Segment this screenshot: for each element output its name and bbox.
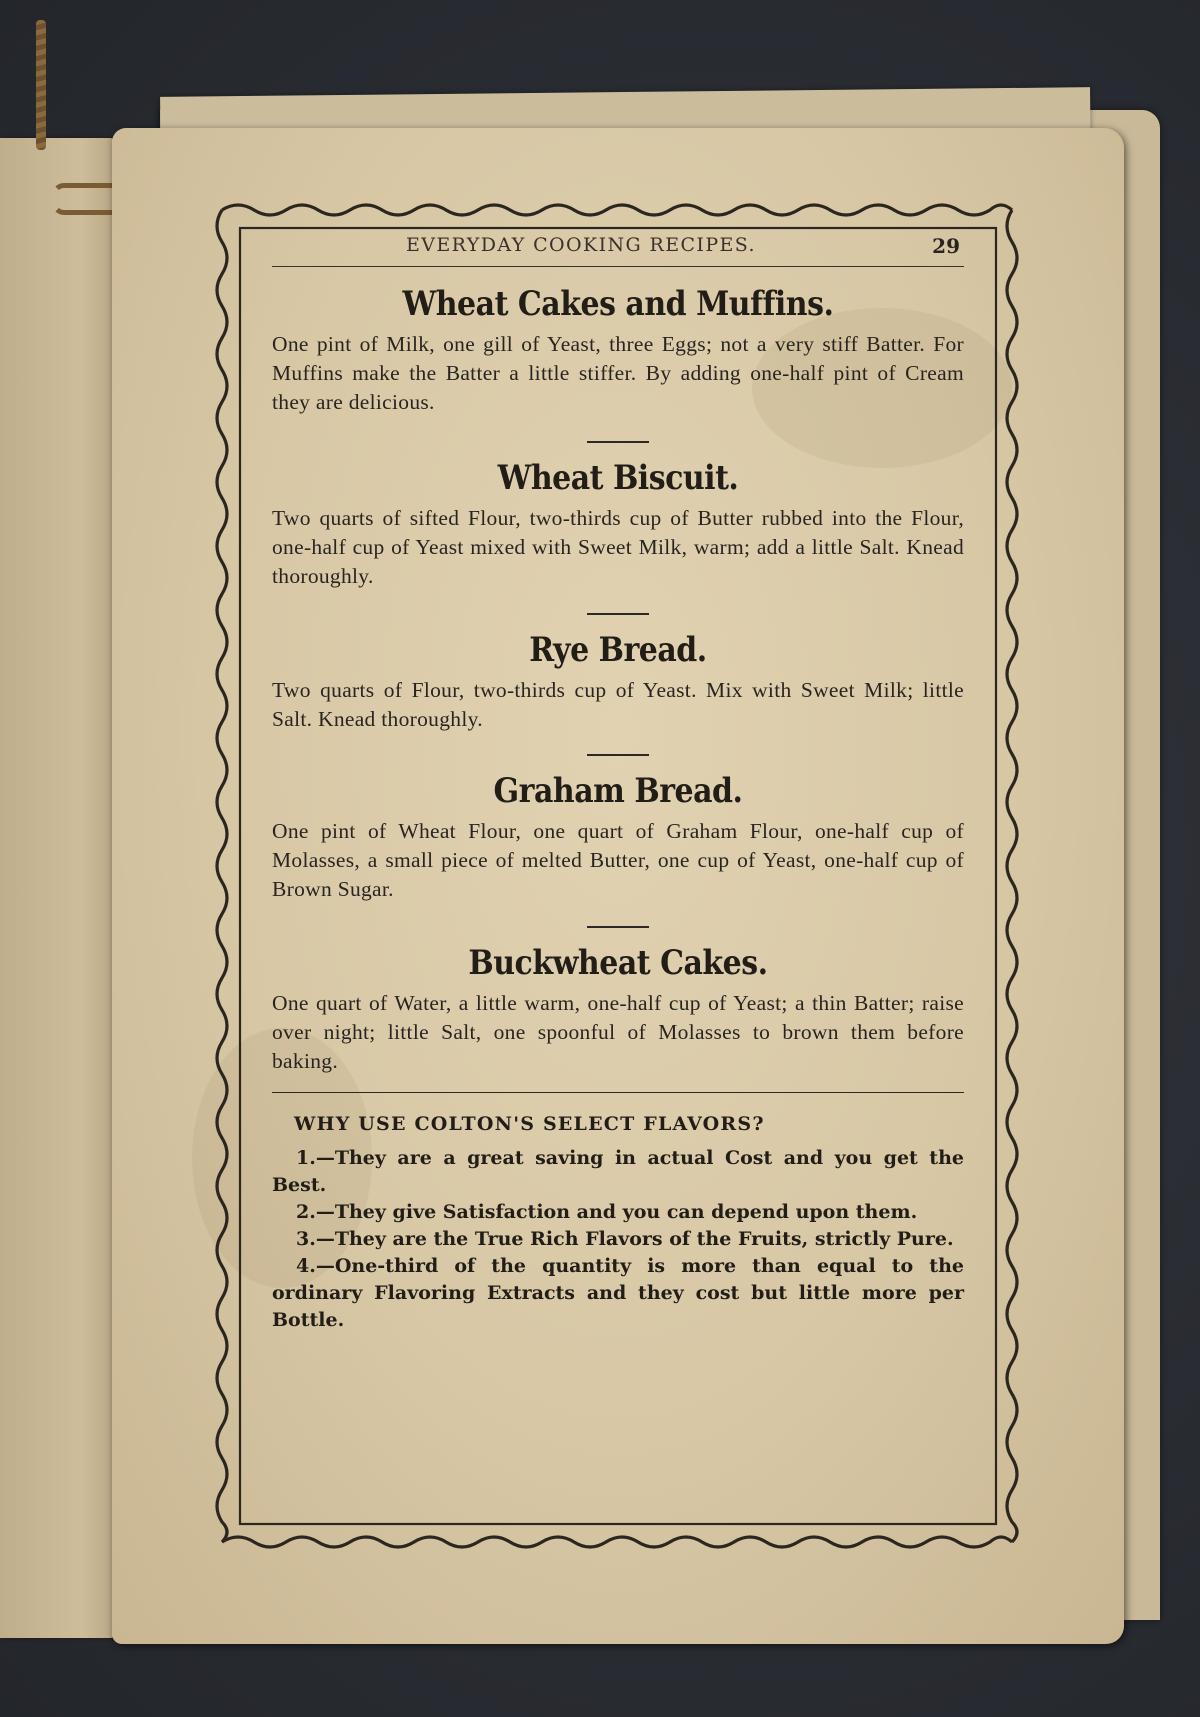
advert-item: 3.—They are the True Rich Flavors of the Fruits, strictly Pure. (296, 1228, 954, 1250)
recipe-title: Buckwheat Cakes. (468, 943, 768, 984)
wavy-border-top (222, 205, 1012, 215)
wavy-border-right (1007, 210, 1017, 1542)
running-head-title: EVERYDAY COOKING RECIPES. (406, 234, 756, 256)
recipe-title: Wheat Biscuit. (497, 458, 739, 499)
recipe-title: Wheat Cakes and Muffins. (402, 284, 834, 325)
running-head (272, 232, 964, 267)
recipe-body: Two quarts of sifted Flour, two-thirds cup of Butter rubbed into the Flour, one-half cup of Yeast mixed with Sweet Milk, warm; add a little Salt. Knead thoroughly. (272, 506, 964, 588)
advert-title: WHY USE COLTON'S SELECT FLAVORS? (294, 1113, 765, 1135)
wavy-border-left (217, 210, 227, 1542)
advert-item: 4.—One-third of the quantity is more than equal to the ordinary Flavoring Extracts and they cost but little more per Bottle. (272, 1255, 964, 1331)
page-content (272, 232, 964, 1334)
advert-item: 2.—They give Satisfaction and you can depend upon them. (296, 1201, 918, 1223)
page-number: 29 (932, 234, 960, 258)
recipe-title: Rye Bread. (529, 630, 707, 671)
recipe-body: Two quarts of Flour, two-thirds cup of Yeast. Mix with Sweet Milk; little Salt. Knead thoroughly. (272, 678, 964, 731)
recipe-title: Graham Bread. (493, 771, 743, 812)
advert-item: 1.—They are a great saving in actual Cost and you get the Best. (272, 1147, 964, 1196)
wavy-border-bottom (222, 1537, 1012, 1547)
recipe-body: One pint of Wheat Flour, one quart of Graham Flour, one-half cup of Molasses, a small piece of melted Butter, one cup of Yeast, one-half cup of Brown Sugar. (272, 819, 964, 901)
recipe-body: One quart of Water, a little warm, one-half cup of Yeast; a thin Batter; raise over night; little Salt, one spoonful of Molasses to brown them before baking. (272, 991, 964, 1073)
recipe-body: One pint of Milk, one gill of Yeast, three Eggs; not a very stiff Batter. For Muffins make the Batter a little stiffer. By adding one-half pint of Cream they are delicious. (272, 332, 964, 414)
